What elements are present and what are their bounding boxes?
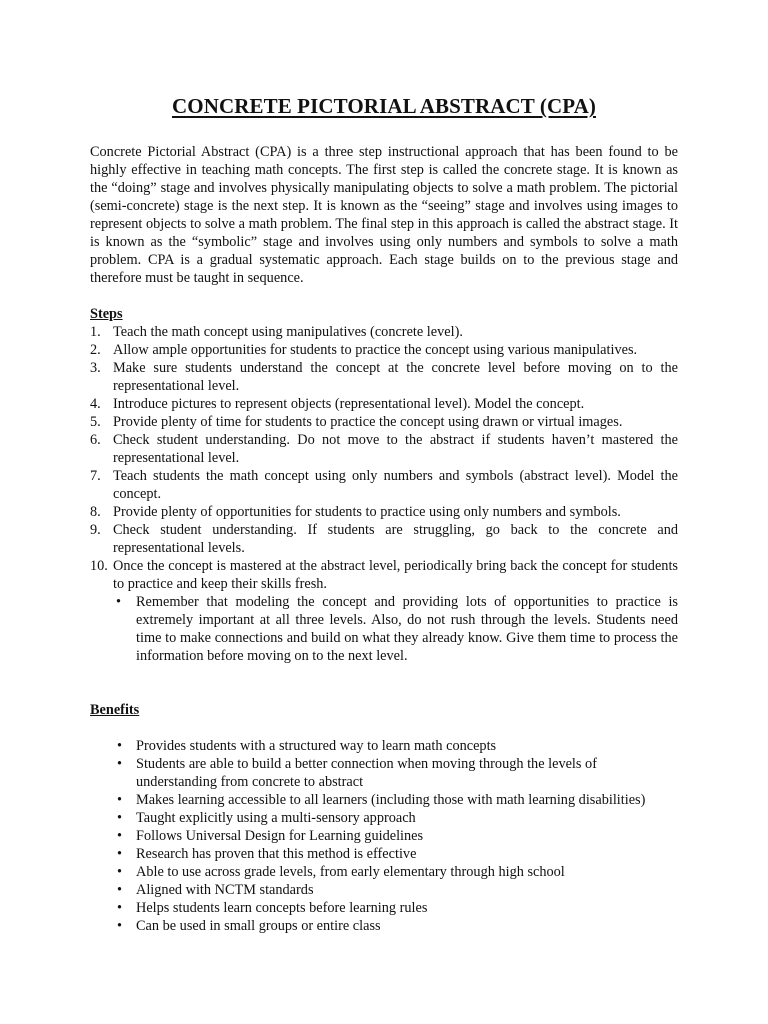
step-text: Provide plenty of time for students to practice the concept using drawn or virtual images.	[113, 414, 623, 430]
steps-list	[90, 323, 678, 665]
benefits-heading: Benefits	[90, 702, 140, 718]
benefit-text: Aligned with NCTM standards	[136, 882, 314, 898]
step-text: Allow ample opportunities for students to practice the concept using various manipulatives.	[113, 342, 638, 358]
benefit-text: Makes learning accessible to all learners (including those with math learning disabilities)	[136, 792, 646, 808]
step-number: 5.	[90, 414, 101, 430]
benefit-text: Provides students with a structured way to learn math concepts	[136, 738, 497, 754]
benefit-text: Taught explicitly using a multi-sensory approach	[136, 810, 416, 826]
benefit-item	[114, 899, 678, 917]
bullet-icon: •	[117, 828, 123, 844]
step-item	[90, 557, 678, 665]
benefit-item	[114, 845, 678, 863]
step-text: Provide plenty of opportunities for students to practice using only numbers and symbols.	[113, 504, 621, 520]
step-text: Check student understanding. Do not move to the abstract if students haven’t mastered the representational level.	[113, 432, 678, 466]
bullet-icon: •	[117, 918, 123, 934]
bullet-icon: •	[117, 864, 123, 880]
step-note	[113, 593, 678, 665]
document-page	[90, 92, 678, 935]
step-item	[90, 467, 678, 503]
step-number: 10.	[90, 558, 108, 574]
benefit-item	[114, 917, 678, 935]
step-note-text: Remember that modeling the concept and providing lots of opportunities to practice is extremely important at all three levels. Also, do not rush through the levels. Students need time to make connections and build on what they already know. Give them time to process the information before moving on to the next level.	[136, 594, 678, 664]
step-note-list	[113, 593, 678, 665]
step-text: Teach the math concept using manipulatives (concrete level).	[113, 324, 463, 340]
benefit-item	[114, 863, 678, 881]
step-item	[90, 521, 678, 557]
benefit-item	[114, 791, 678, 809]
benefit-item	[114, 881, 678, 899]
step-text: Introduce pictures to represent objects (representational level). Model the concept.	[113, 396, 585, 412]
step-text: Make sure students understand the concept at the concrete level before moving on to the representational level.	[113, 360, 678, 394]
benefit-text: Helps students learn concepts before learning rules	[136, 900, 428, 916]
step-item	[90, 359, 678, 395]
step-text: Teach students the math concept using only numbers and symbols (abstract level). Model the concept.	[113, 468, 678, 502]
bullet-icon: •	[117, 810, 123, 826]
step-number: 8.	[90, 504, 101, 520]
step-text: Check student understanding. If students are struggling, go back to the concrete and representational levels.	[113, 522, 678, 556]
step-text: Once the concept is mastered at the abstract level, periodically bring back the concept for students to practice and keep their skills fresh.	[113, 558, 678, 592]
step-number: 2.	[90, 342, 101, 358]
bullet-icon: •	[117, 792, 123, 808]
bullet-icon: •	[117, 846, 123, 862]
step-number: 6.	[90, 432, 101, 448]
step-number: 9.	[90, 522, 101, 538]
step-item	[90, 503, 678, 521]
step-item	[90, 341, 678, 359]
step-number: 7.	[90, 468, 101, 484]
page-title: CONCRETE PICTORIAL ABSTRACT (CPA)	[172, 94, 596, 118]
step-number: 4.	[90, 396, 101, 412]
benefit-text: Students are able to build a better connection when moving through the levels of understanding from concrete to abstract	[136, 756, 597, 790]
benefit-item	[114, 809, 678, 827]
step-number: 1.	[90, 324, 101, 340]
benefit-text: Research has proven that this method is effective	[136, 846, 417, 862]
benefits-list	[90, 737, 678, 935]
steps-heading: Steps	[90, 306, 123, 322]
bullet-icon: •	[117, 738, 123, 754]
benefit-text: Can be used in small groups or entire class	[136, 918, 381, 934]
benefit-item	[114, 755, 678, 791]
step-item	[90, 395, 678, 413]
benefit-text: Able to use across grade levels, from early elementary through high school	[136, 864, 565, 880]
step-item	[90, 413, 678, 431]
step-item	[90, 431, 678, 467]
intro-paragraph: Concrete Pictorial Abstract (CPA) is a three step instructional approach that has been found to be highly effective in teaching math concepts. The first step is called the concrete stage. It is known as the “doing” stage and involves physically manipulating objects to solve a math problem. The pictorial (semi-concrete) stage is the next step. It is known as the “seeing” stage and involves using images to represent objects to solve a math problem. The final step in this approach is called the abstract stage. It is known as the “symbolic” stage and involves using only numbers and symbols to solve a math problem. CPA is a gradual systematic approach. Each stage builds on to the previous stage and therefore must be taught in sequence.	[90, 144, 678, 286]
benefit-item	[114, 737, 678, 755]
bullet-icon: •	[117, 756, 123, 772]
benefit-text: Follows Universal Design for Learning guidelines	[136, 828, 424, 844]
benefit-item	[114, 827, 678, 845]
bullet-icon: •	[116, 594, 122, 610]
step-item	[90, 323, 678, 341]
bullet-icon: •	[117, 882, 123, 898]
step-number: 3.	[90, 360, 101, 376]
bullet-icon: •	[117, 900, 123, 916]
